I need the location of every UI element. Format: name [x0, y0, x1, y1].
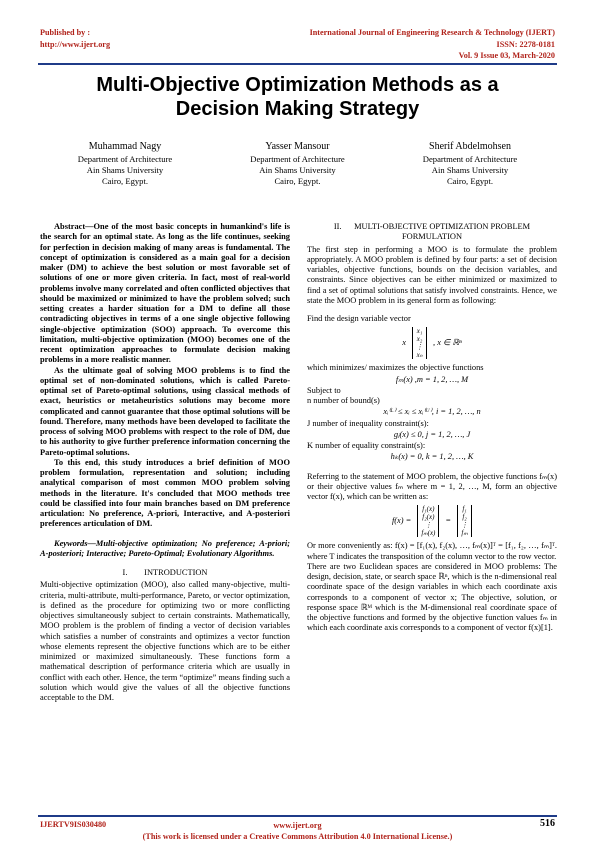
author-name: Muhammad Nagy [88, 141, 162, 152]
objective-functions-equation: fₘ(x) ,m = 1, 2, …, M [395, 374, 469, 384]
title-line-1: Multi-Objective Optimization Methods as a [96, 74, 499, 96]
vector-entry: ⋮ [461, 521, 469, 530]
issn: ISSN: 2278-0181 [496, 39, 555, 49]
section-1-heading: I. INTRODUCTION [122, 568, 208, 577]
equality-label: K number of equality constraint(s): [307, 441, 426, 450]
right-column [307, 222, 557, 634]
title-line-2: Decision Making Strategy [175, 98, 420, 120]
volume-issue: Vol. 9 Issue 03, March-2020 [458, 51, 555, 60]
inequality-equation: gⱼ(x) ≤ 0, j = 1, 2, …, J [393, 429, 471, 439]
bounds-equation: xᵢ⁽ᴸ⁾ ≤ xᵢ ≤ xᵢ⁽ᵁ⁾, i = 1, 2, …, n [383, 407, 481, 417]
design-vector-equation [307, 327, 557, 359]
author-3 [385, 140, 555, 187]
vector-entry: x₂ [416, 335, 423, 344]
vector-x-symbol: x [402, 338, 407, 348]
vector-entry: f₁(x) [422, 505, 435, 514]
journal-name: International Journal of Engineering Research & Technology (IJERT) [309, 28, 555, 37]
bounds-label: n number of bound(s) [307, 396, 380, 405]
vector-entry: xₙ [416, 351, 423, 360]
footer-url[interactable]: www.ijert.org [273, 821, 322, 830]
paper-title [40, 73, 555, 121]
minimizes-line: which minimizes/ maximizes the objective functions [307, 363, 484, 373]
row-vector-paragraph: Or more conveniently as: f(x) = [f₁(x), f₂(x), …, fₘ(x)]ᵀ = [f₁, f₂, …, fₘ]ᵀ. where T indicates the transposition of the column vector to the row vector. [307, 541, 557, 561]
publisher-label: Published by : [40, 28, 91, 37]
section-2-heading-line-2: FORMULATION [401, 232, 463, 242]
design-vector [412, 327, 427, 359]
find-line: Find the design variable vector [307, 314, 411, 323]
author-1 [40, 140, 210, 187]
vector-entry: ⋮ [424, 521, 432, 530]
euclidean-spaces-paragraph: There are two Euclidean spaces are considered in MOO problems: The design, decision, state, or search space ℝⁿ, which is the n-dimensional real coordinate space of the design variables in which each coordinate axis corresponds to a component of vector x; The objective, solution, or response space ℝᴹ which is the M-dimensional real coordinate space of the objective functions and formed by the objective function values fₘ in which each coordinate axis corresponds to a component of vector f(x)[1]. [307, 561, 557, 633]
paper-id: IJERTV9IS030480 [40, 820, 107, 829]
author-dept: Department of Architecture [77, 154, 173, 164]
vector-entry: f₁ [462, 505, 467, 514]
header-rule [38, 63, 557, 65]
introduction-paragraph: Multi-objective optimization (MOO), also called many-objective, multi-criteria, multi-attribute, multi-performance, Pareto, or vector optimization, is defined as the procedure for optimizing two or more conflicting objectives simultaneously subject to certain constraints. Mathematically, MOO problem is the problem of finding a vector of decision variables which satisfies a number of constraints and optimizes a vector function whose elements represent the objective functions which are to be either minimized or maximized simultaneously. These functions form a mathematical description of performance criteria which are usually in conflict with each other. Hence, the term “optimize” means finding such a solution which would give the values of all the objective functions acceptable to the DM. [40, 580, 290, 702]
author-name: Yasser Mansour [265, 141, 330, 152]
journal-header-left [40, 27, 110, 50]
license-notice: (This work is licensed under a Creative Commons Attribution 4.0 International License.) [142, 832, 453, 841]
section-2-heading-line-1: II. MULTI-OBJECTIVE OPTIMIZATION PROBLEM [333, 222, 531, 231]
formulation-paragraph: The first step in performing a MOO is to formulate the problem appropriately. A MOO problem is defined by four parts: a set of decision variables, objective functions, bounds on the decision variables, and constraints. Since objectives can be either minimized or maximized to find a set of optimal solutions that satisfy involved constraints. Hence, we state the MOO problem in its general form as following: [307, 244, 557, 305]
fvec-lhs: f(x) = [391, 516, 412, 526]
author-univ: Ain Shams University [431, 165, 509, 175]
subject-to-label: Subject to [307, 385, 341, 395]
objective-vector-paragraph: Referring to the statement of MOO problem, the objective functions fₘ(x) or their objective values fₘ where m = 1, 2, …, M, form an objective vector f(x), which can be written as: [307, 471, 557, 501]
keywords: Keywords—Multi-objective optimization; No preference; A-priori; A-posteriori; Interactive; Pareto-Optimal; Evolutionary Algorithms. [40, 538, 290, 558]
vector-entry: ⋮ [416, 343, 424, 352]
vector-entry: fₘ(x) [421, 529, 436, 538]
author-2 [213, 140, 383, 187]
author-dept: Department of Architecture [422, 154, 518, 164]
objective-value-vector [457, 505, 472, 537]
author-city: Cairo, Egypt. [101, 176, 149, 186]
author-city: Cairo, Egypt. [274, 176, 321, 186]
footer-rule [38, 815, 557, 817]
left-column [40, 222, 290, 703]
abstract-paragraph-2: As the ultimate goal of solving MOO problems is to find the optimal set of non-dominated solutions, which is called Pareto-optimal set of Pareto-optimal solutions, using classical methods of exact, heuristics or metaheuristics solutions may become more complicated and cannot guarantee that those optimal solutions will be found. Therefore, many methods have been developed to facilitate the process of solving MOO problems with respect to the role of DM, due to his authority to give further preference information concerning the Pareto-optimal solutions. [40, 365, 290, 457]
author-block [40, 140, 555, 187]
footer-center [40, 820, 555, 842]
journal-header-right [310, 27, 555, 62]
vector-entry: f₂(x) [422, 513, 435, 522]
page-number: 516 [540, 818, 555, 829]
author-name: Sherif Abdelmohsen [429, 141, 511, 152]
inequality-label: J number of inequality constraint(s): [307, 418, 429, 428]
section-2-heading [307, 222, 557, 243]
vector-entry: f₂ [462, 513, 467, 522]
author-univ: Ain Shams University [86, 165, 164, 175]
publisher-url[interactable]: http://www.ijert.org [40, 39, 111, 49]
author-univ: Ain Shams University [259, 165, 336, 175]
objective-function-vector [417, 505, 439, 537]
author-city: Cairo, Egypt. [446, 176, 494, 186]
abstract-paragraph-3: To this end, this study introduces a brief definition of MOO problem formulation, representation and solution; including analytical comparison of most common MOO problem solving methods in the literature. It's concluded that MOO methods tree could be classified into four main branches based on DM preference articulation: No preference, A-priori, Interactive, and A-posteriori preferences articulation of DM. [40, 457, 290, 529]
equality-equation: hₖ(x) = 0, k = 1, 2, …, K [390, 452, 474, 462]
objective-vector-equation: f(x) = f₁(x) f₂(x) ⋮ fₘ(x) = f₁ f₂ ⋮ fₘ [307, 505, 557, 537]
vector-entry: x₁ [416, 327, 423, 336]
author-dept: Department of Architecture [250, 154, 345, 164]
vector-entry: fₘ [461, 529, 468, 538]
vector-domain: , x ∈ ℝⁿ [433, 338, 462, 348]
abstract-paragraph-1: Abstract—One of the most basic concepts in humankind's life is the search for an optimal state. As long as the life continues, seeking for perfection in decision making of many areas is fundamental. The concept of optimization is considered as a main goal for a decision maker (DM) to achieve the best solution or most favorable set of solutions of one or more given criteria. In fact, most of real-world problems involve many correlated and often conflicted objectives that should be maximized or minimized to have the problem solved; such setting creates a harder situation for a DM to define all those contradicting objectives in terms of a one single objective following single-objective optimization (SOO) approach. To overcome this limitation, multi-objective optimization (MOO) becomes one of the recent optimization approaches to formulate decision making problems in a more realistic manner. [40, 222, 290, 365]
